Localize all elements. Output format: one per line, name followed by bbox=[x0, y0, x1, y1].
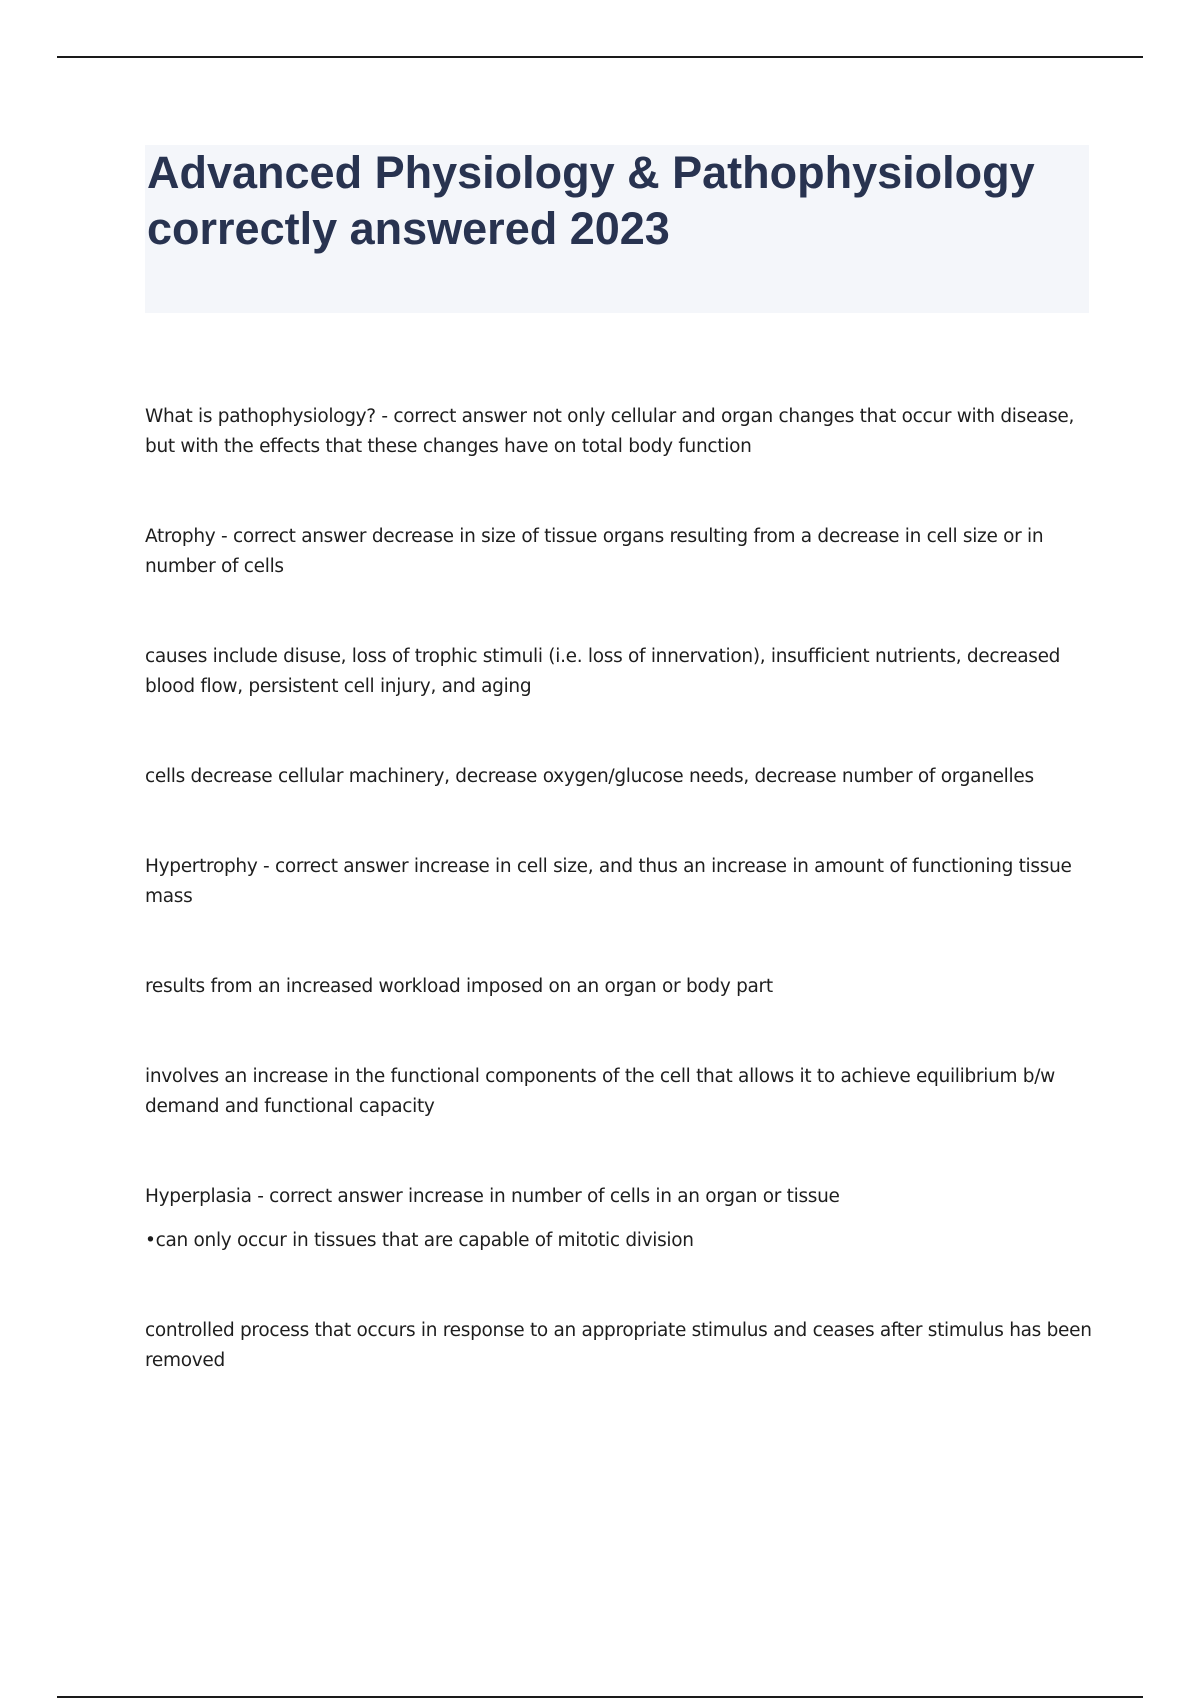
paragraph-atrophy: Atrophy - correct answer decrease in size of tissue organs resulting from a decrease in cell size or in number of cells bbox=[145, 526, 1044, 577]
top-rule bbox=[57, 56, 1143, 58]
paragraph-hyperplasia: Hyperplasia - correct answer increase in number of cells in an organ or tissue bbox=[145, 1186, 840, 1207]
paragraph-hypertrophy: Hypertrophy - correct answer increase in cell size, and thus an increase in amount of functioning tissue mass bbox=[145, 856, 1072, 907]
bottom-rule bbox=[57, 1696, 1143, 1698]
title-block bbox=[145, 145, 1089, 313]
paragraph-atrophy-cells: cells decrease cellular machinery, decrease oxygen/glucose needs, decrease number of organelles bbox=[145, 766, 1034, 787]
paragraph-pathophysiology: What is pathophysiology? - correct answer not only cellular and organ changes that occur with disease, but with the effects that these changes have on total body function bbox=[145, 406, 1075, 457]
document-title: Advanced Physiology & Pathophysiology correctly answered 2023 bbox=[147, 147, 1035, 254]
document-body bbox=[145, 402, 1095, 1376]
paragraph-hyperplasia-bullet: •can only occur in tissues that are capable of mitotic division bbox=[145, 1230, 694, 1251]
paragraph-hypertrophy-involves: involves an increase in the functional components of the cell that allows it to achieve equilibrium b/w demand and functional capacity bbox=[145, 1066, 1055, 1117]
paragraph-hyperplasia-controlled: controlled process that occurs in response to an appropriate stimulus and ceases after stimulus has been removed bbox=[145, 1320, 1092, 1371]
paragraph-atrophy-causes: causes include disuse, loss of trophic stimuli (i.e. loss of innervation), insufficient nutrients, decreased blood flow, persistent cell injury, and aging bbox=[145, 646, 1061, 697]
paragraph-hypertrophy-results: results from an increased workload imposed on an organ or body part bbox=[145, 976, 773, 997]
